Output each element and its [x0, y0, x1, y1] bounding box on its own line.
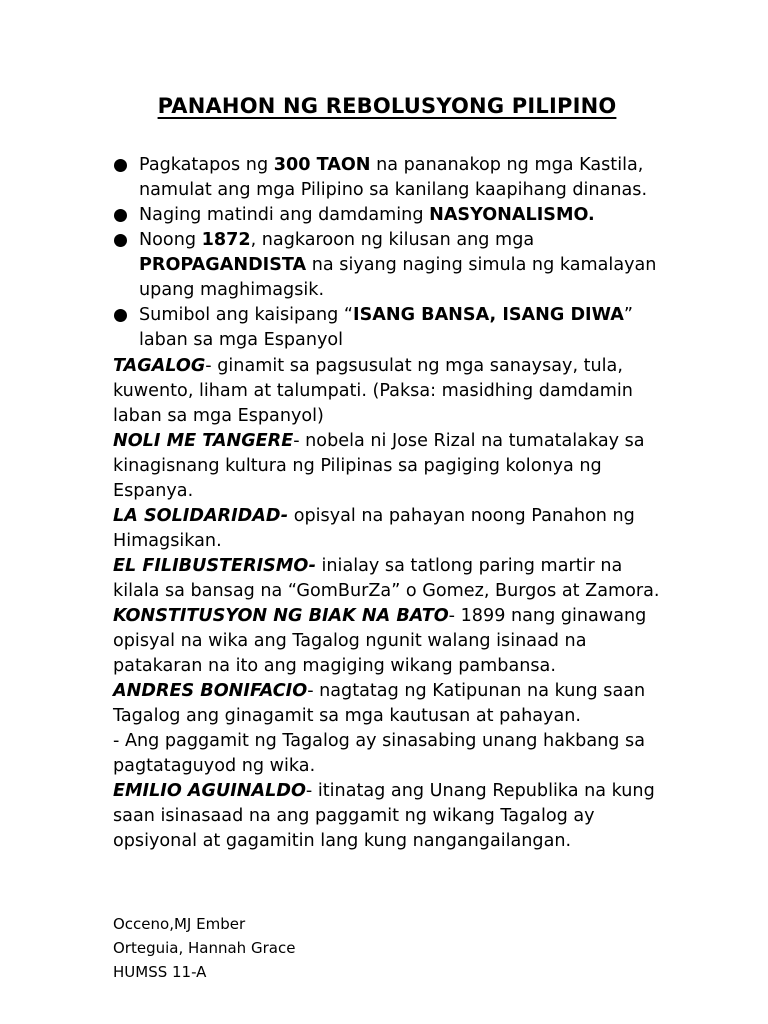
bullet-text: Naging matindi ang damdaming	[139, 205, 430, 225]
definition-entry	[113, 504, 661, 554]
bullet-text: ” laban sa mga Espanyol	[139, 305, 633, 350]
section-label: HUMSS 11-A	[113, 963, 207, 981]
definition-list	[113, 354, 661, 854]
definition-text: - 1899 nang ginawang opisyal na wika ang Tagalog ngunit walang isinaad na patakaran na ito ang magiging wikang pambansa.	[113, 606, 647, 676]
definition-text: - itinatag ang Unang Republika na kung saan isinasaad na ang paggamit ng wikang Tagalog ay opsiyonal at gagamitin lang kung nangangailangan.	[113, 781, 655, 851]
definition-entry	[113, 429, 661, 504]
bullet-emphasis: NASYONALISMO.	[429, 205, 595, 225]
bullet-text: Noong	[139, 230, 202, 250]
bullet-list	[113, 153, 661, 353]
definition-text: - Ang paggamit ng Tagalog ay sinasabing unang hakbang sa pagtataguyod ng wika.	[113, 731, 645, 776]
definition-entry	[113, 779, 661, 854]
author-name: Orteguia, Hannah Grace	[113, 939, 296, 957]
bullet-item	[113, 303, 661, 353]
definition-term: EL FILIBUSTERISMO-	[113, 556, 316, 576]
definition-term: ANDRES BONIFACIO	[113, 681, 308, 701]
bullet-emphasis: ISANG BANSA, ISANG DIWA	[353, 305, 624, 325]
definition-entry	[113, 554, 661, 604]
definition-term: TAGALOG	[113, 356, 206, 376]
definition-entry	[113, 679, 661, 729]
bullet-emphasis: 300 TAON	[273, 155, 371, 175]
bullet-item	[113, 228, 661, 303]
definition-entry	[113, 604, 661, 679]
definition-term: LA SOLIDARIDAD-	[113, 506, 289, 526]
bullet-emphasis: PROPAGANDISTA	[139, 255, 307, 275]
definition-term: KONSTITUSYON NG BIAK NA BATO	[113, 606, 449, 626]
bullet-emphasis: 1872	[201, 230, 251, 250]
document-title: PANAHON NG REBOLUSYONG PILIPINO	[157, 94, 617, 118]
definition-term: NOLI ME TANGERE	[113, 431, 294, 451]
bullet-text: na pananakop ng mga Kastila, namulat ang mga Pilipino sa kanilang kaapihang dinanas.	[139, 155, 648, 200]
definition-note	[113, 729, 661, 779]
bullet-text: Sumibol ang kaisipang “	[139, 305, 354, 325]
author-block	[113, 912, 295, 984]
bullet-dot-icon	[114, 209, 127, 222]
definition-text: opisyal na pahayan noong Panahon ng Himagsikan.	[113, 506, 635, 551]
definition-text: - ginamit sa pagsusulat ng mga sanaysay, tula, kuwento, liham at talumpati. (Paksa: masidhing damdamin laban sa mga Espanyol)	[113, 356, 633, 426]
bullet-text: , nagkaroon ng kilusan ang mga	[250, 230, 535, 250]
bullet-dot-icon	[114, 309, 127, 322]
definition-entry	[113, 354, 661, 429]
bullet-item	[113, 153, 661, 203]
bullet-dot-icon	[114, 159, 127, 172]
definition-text: inialay sa tatlong paring martir na kilala sa bansag na “GomBurZa” o Gomez, Burgos at Zamora.	[113, 556, 660, 601]
definition-text: - nobela ni Jose Rizal na tumatalakay sa kinagisnang kultura ng Pilipinas sa pagiging kolonya ng Espanya.	[113, 431, 645, 501]
bullet-dot-icon	[114, 234, 127, 247]
definition-term: EMILIO AGUINALDO	[113, 781, 306, 801]
bullet-text: na siyang naging simula ng kamalayan upang maghimagsik.	[139, 255, 657, 300]
document-page	[113, 94, 661, 854]
definition-text: - nagtatag ng Katipunan na kung saan Tagalog ang ginagamit sa mga kautusan at pahayan.	[113, 681, 646, 726]
bullet-text: Pagkatapos ng	[139, 155, 274, 175]
author-name: Occeno,MJ Ember	[113, 915, 246, 933]
bullet-item	[113, 203, 661, 228]
